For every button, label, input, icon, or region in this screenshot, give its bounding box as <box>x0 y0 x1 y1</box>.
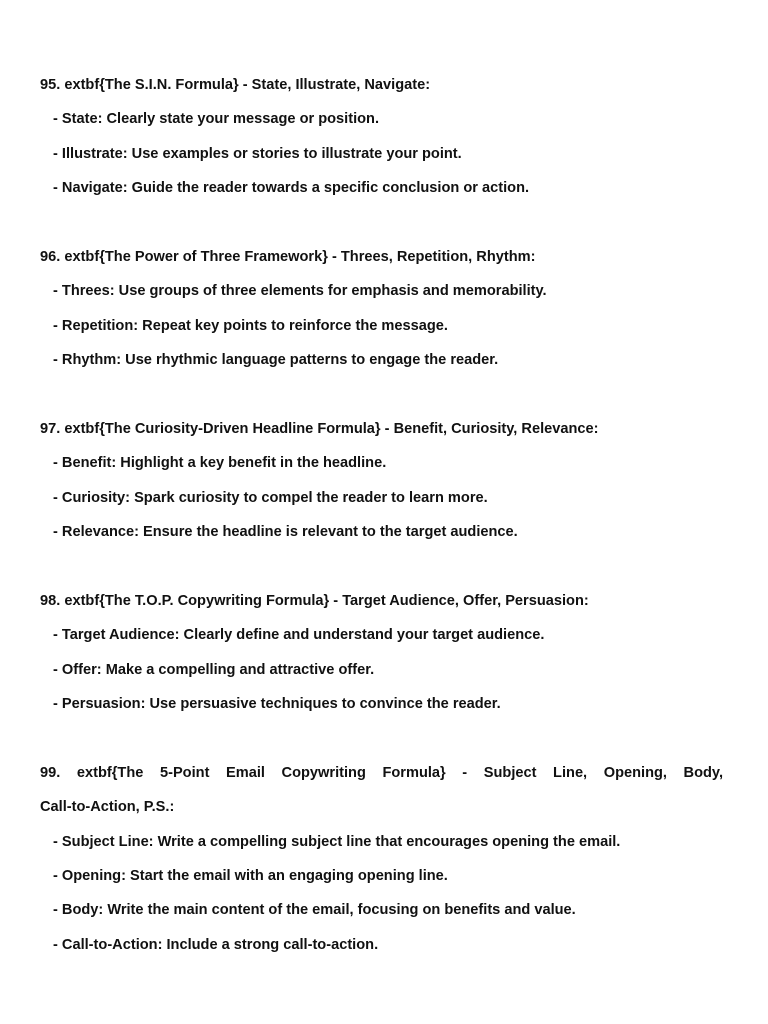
list-item: - Threes: Use groups of three elements for emphasis and memorability. <box>53 283 547 300</box>
list-item: - State: Clearly state your message or position. <box>53 111 380 128</box>
section-spacer <box>40 384 723 418</box>
section-heading: 95. extbf{The S.I.N. Formula} - State, Illustrate, Navigate: <box>40 77 431 93</box>
list-item: - Illustrate: Use examples or stories to illustrate your point. <box>53 145 462 162</box>
section-heading: 97. extbf{The Curiosity-Driven Headline Formula} - Benefit, Curiosity, Relevance: <box>40 420 599 437</box>
formula-section-97 <box>40 418 723 556</box>
section-heading: 96. extbf{The Power of Three Framework} - Threes, Repetition, Rhythm: <box>40 248 536 265</box>
list-item: - Target Audience: Clearly define and understand your target audience. <box>53 627 545 644</box>
section-spacer <box>40 555 723 589</box>
list-item: - Opening: Start the email with an engaging opening line. <box>53 867 448 884</box>
section-heading: 99. extbf{The 5-Point Email Copywriting Formula} - Subject Line, Opening, Body, <box>40 764 723 781</box>
list-item: - Relevance: Ensure the headline is relevant to the target audience. <box>53 524 518 541</box>
section-spacer <box>40 727 723 761</box>
section-heading-continuation: Call-to-Action, P.S.: <box>40 799 175 816</box>
document-page <box>40 74 723 968</box>
list-item: - Navigate: Guide the reader towards a specific conclusion or action. <box>53 180 530 197</box>
formula-section-98 <box>40 590 723 728</box>
list-item: - Subject Line: Write a compelling subject line that encourages opening the email. <box>53 833 621 850</box>
section-spacer <box>40 212 723 246</box>
list-item: - Offer: Make a compelling and attractive offer. <box>53 661 375 678</box>
formula-section-99 <box>40 762 723 968</box>
section-heading: 98. extbf{The T.O.P. Copywriting Formula} - Target Audience, Offer, Persuasion: <box>40 592 589 609</box>
list-item: - Call-to-Action: Include a strong call-to-action. <box>53 936 379 953</box>
list-item: - Persuasion: Use persuasive techniques to convince the reader. <box>53 696 501 713</box>
list-item: - Rhythm: Use rhythmic language patterns to engage the reader. <box>53 352 499 369</box>
formula-section-95 <box>40 74 723 212</box>
list-item: - Body: Write the main content of the email, focusing on benefits and value. <box>53 902 576 919</box>
list-item: - Benefit: Highlight a key benefit in the headline. <box>53 455 387 472</box>
list-item: - Curiosity: Spark curiosity to compel the reader to learn more. <box>53 489 488 506</box>
formula-section-96 <box>40 246 723 384</box>
list-item: - Repetition: Repeat key points to reinforce the message. <box>53 317 448 334</box>
